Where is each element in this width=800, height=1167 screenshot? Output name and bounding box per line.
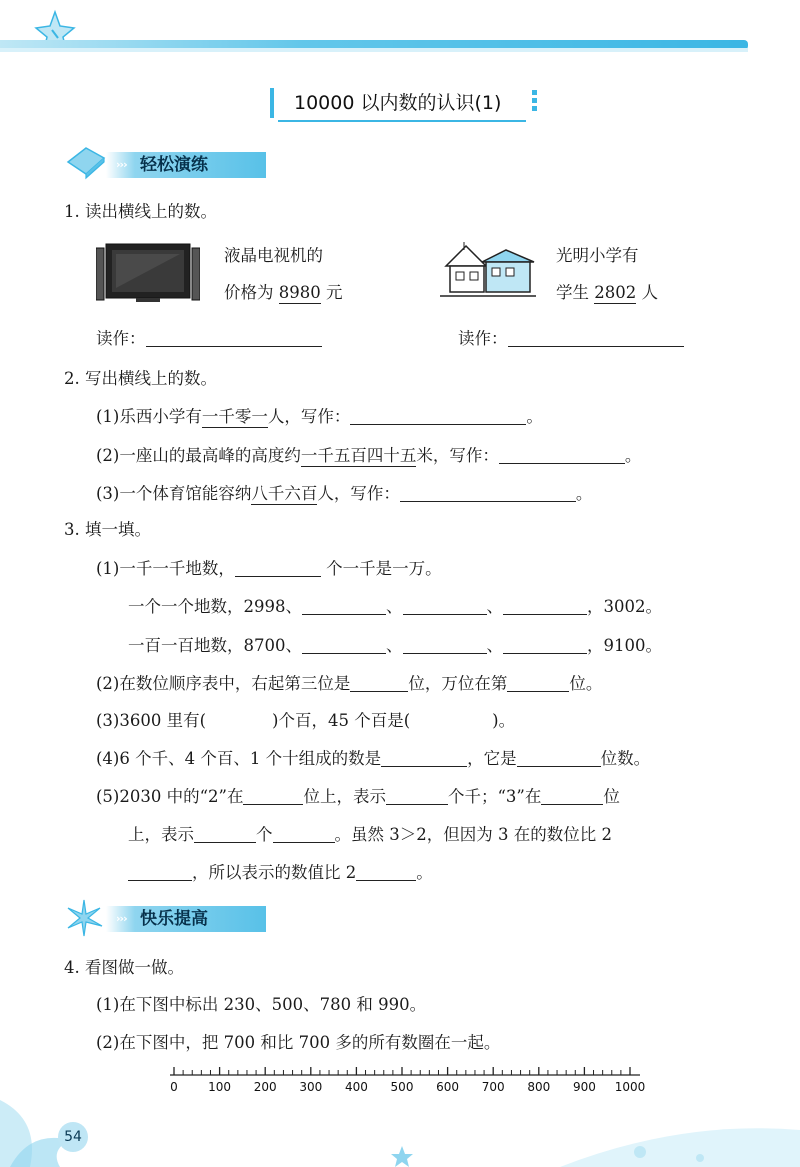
answer-blank[interactable] <box>350 671 408 692</box>
school-illustration <box>436 236 540 300</box>
q1-read-row-2: 读作： <box>458 326 684 351</box>
answer-blank[interactable] <box>146 326 322 347</box>
answer-blank[interactable] <box>350 404 526 425</box>
page-title-box <box>270 84 540 122</box>
answer-blank[interactable] <box>128 860 192 881</box>
answer-blank[interactable] <box>381 746 467 767</box>
q2-title: 2. 写出横线上的数。 <box>64 369 217 388</box>
q3-part1-count-hundreds: 一百一百地数，8700、 、 、 ，9100。 <box>128 633 662 658</box>
q4-part1: (1)在下图中标出 230、500、780 和 990。 <box>96 995 427 1014</box>
q1-title: 1. 读出横线上的数。 <box>64 202 217 221</box>
school-text-line2: 学生 2802 人 <box>556 283 658 302</box>
q4-title: 4. 看图做一做。 <box>64 958 184 977</box>
section-header-practice: 轻松演练 ››› <box>64 150 284 178</box>
answer-blank[interactable] <box>243 784 303 805</box>
answer-blank[interactable] <box>400 481 576 502</box>
section-header-advance: 快乐提高 ››› <box>64 904 284 932</box>
tv-price-number: 8980 <box>278 283 321 302</box>
answer-blank[interactable] <box>508 326 684 347</box>
eraser-icon <box>64 144 108 180</box>
bottom-floral-decoration <box>0 1080 800 1167</box>
answer-blank[interactable] <box>356 860 416 881</box>
answer-blank[interactable] <box>403 633 487 654</box>
school-text-line1: 光明小学有 <box>556 246 639 265</box>
section-label-advance: 快乐提高 <box>106 906 266 932</box>
q3-part5-line2: 上，表示 个 。虽然 3＞2，但因为 3 在的数位比 2 <box>128 822 612 847</box>
answer-blank[interactable] <box>541 784 603 805</box>
section-label-practice: 轻松演练 <box>106 152 266 178</box>
q3-part5-line3: ，所以表示的数值比 2 。 <box>128 860 433 885</box>
number-line-label: 0 <box>170 1080 178 1094</box>
header-bar-shadow <box>0 48 748 52</box>
q4-part2: (2)在下图中，把 700 和比 700 多的所有数圈在一起。 <box>96 1033 501 1052</box>
q3-part4: (4)6 个千、4 个百、1 个十组成的数是 ，它是 位数。 <box>96 746 650 771</box>
q3-part3: (3)3600 里有( )个百，45 个百是( )。 <box>96 711 516 730</box>
q3-title: 3. 填一填。 <box>64 520 151 539</box>
number-line-label: 500 <box>390 1080 414 1094</box>
answer-blank[interactable] <box>302 633 386 654</box>
answer-blank[interactable] <box>503 594 587 615</box>
number-line-label: 900 <box>572 1080 596 1094</box>
tv-text-line1: 液晶电视机的 <box>224 246 323 265</box>
answer-blank[interactable] <box>386 784 448 805</box>
number-line-label: 100 <box>208 1080 232 1094</box>
sparkle-icon <box>64 898 108 938</box>
number-line-label: 400 <box>344 1080 368 1094</box>
page-title: 10000 以内数的认识(1) <box>294 92 502 114</box>
answer-blank[interactable] <box>194 822 256 843</box>
answer-blank[interactable] <box>403 594 487 615</box>
tv-text-line2: 价格为 8980 元 <box>224 283 343 302</box>
number-line-label: 600 <box>436 1080 460 1094</box>
q3-part5-line1: (5)2030 中的“2”在 位上，表示 个千；“3”在 位 <box>96 784 620 809</box>
page-number: 54 <box>58 1122 88 1152</box>
q2-part2: (2)一座山的最高峰的高度约一千五百四十五米，写作： 。 <box>96 443 641 468</box>
q1-read-row-1: 读作： <box>96 326 322 351</box>
number-line-label: 800 <box>527 1080 551 1094</box>
q3-part1-count-ones: 一个一个地数，2998、 、 、 ，3002。 <box>128 594 662 619</box>
answer-blank[interactable] <box>273 822 335 843</box>
q2-part3: (3)一个体育馆能容纳八千六百人，写作： 。 <box>96 481 592 506</box>
tv-illustration <box>96 240 200 304</box>
number-line-label: 300 <box>299 1080 323 1094</box>
q3-part2: (2)在数位顺序表中，右起第三位是 位，万位在第 位。 <box>96 671 602 696</box>
answer-blank[interactable] <box>235 556 321 577</box>
number-line-label: 700 <box>481 1080 505 1094</box>
answer-blank[interactable] <box>499 443 625 464</box>
number-line-label: 200 <box>253 1080 277 1094</box>
answer-blank[interactable] <box>302 594 386 615</box>
answer-blank[interactable] <box>507 671 569 692</box>
q3-part1: (1)一千一千地数， 个一千是一万。 <box>96 556 442 581</box>
number-line-label: 1000 <box>614 1080 646 1094</box>
q2-part1: (1)乐西小学有一千零一人，写作： 。 <box>96 404 543 429</box>
answer-blank[interactable] <box>517 746 601 767</box>
school-student-number: 2802 <box>594 283 637 302</box>
answer-blank[interactable] <box>503 633 587 654</box>
